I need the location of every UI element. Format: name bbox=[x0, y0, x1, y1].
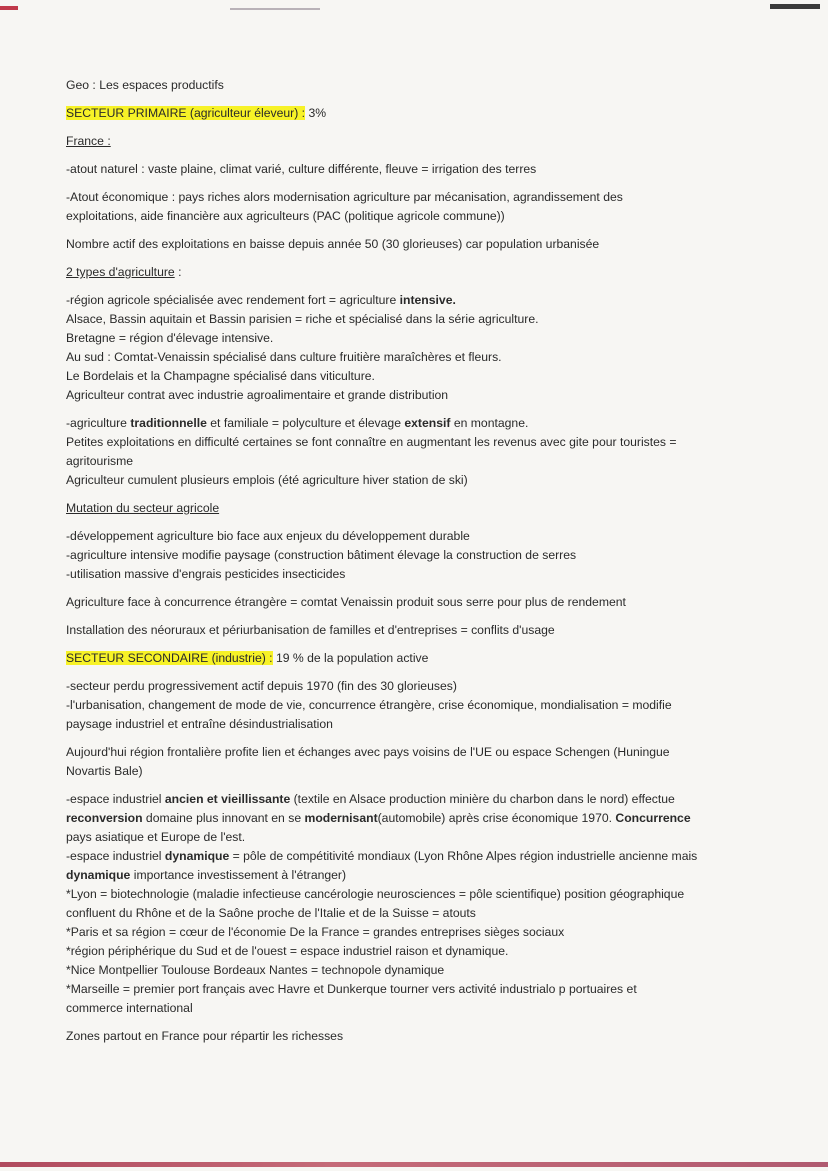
france-subheading: France : bbox=[66, 134, 111, 148]
text-line: -agriculture traditionnelle et familiale = polyculture et élevage extensif en montagne. bbox=[66, 416, 529, 430]
text-line: Nombre actif des exploitations en baisse depuis année 50 (30 glorieuses) car population urbanisée bbox=[66, 237, 600, 251]
text-line: Agriculteur contrat avec industrie agroalimentaire et grande distribution bbox=[66, 388, 449, 402]
scan-edge-mark bbox=[0, 6, 18, 10]
text-line: -secteur perdu progressivement actif depuis 1970 (fin des 30 glorieuses) bbox=[66, 679, 457, 693]
text-line: commerce international bbox=[66, 1001, 193, 1015]
text-line: -agriculture intensive modifie paysage (construction bâtiment élevage la construction de serres bbox=[66, 548, 577, 562]
text-line: -atout naturel : vaste plaine, climat varié, culture différente, fleuve = irrigation des terres bbox=[66, 162, 537, 176]
document-title: Geo : Les espaces productifs bbox=[66, 78, 224, 92]
document-page bbox=[66, 76, 766, 1046]
text-line: -espace industriel dynamique = pôle de compétitivité mondiaux (Lyon Rhône Alpes région industrielle ancienne mais bbox=[66, 849, 698, 863]
text-line: -espace industriel ancien et vieillissante (textile en Alsace production minière du charbon dans le nord) effectue bbox=[66, 792, 675, 806]
mutation-subheading: Mutation du secteur agricole bbox=[66, 501, 220, 515]
text-line: Installation des néoruraux et périurbanisation de familles et d'entreprises = conflits d'usage bbox=[66, 623, 555, 637]
text-line: agritourisme bbox=[66, 454, 134, 468]
secondary-sector-value: 19 % de la population active bbox=[272, 651, 429, 665]
text-line: *Nice Montpellier Toulouse Bordeaux Nantes = technopole dynamique bbox=[66, 963, 445, 977]
scan-edge-mark bbox=[230, 8, 320, 10]
primary-sector-label: SECTEUR PRIMAIRE (agriculteur éleveur) : bbox=[66, 106, 306, 120]
text-line: paysage industriel et entraîne désindustrialisation bbox=[66, 717, 333, 731]
text-line: dynamique importance investissement à l'étranger) bbox=[66, 868, 347, 882]
text-line: *Paris et sa région = cœur de l'économie De la France = grandes entreprises sièges sociaux bbox=[66, 925, 565, 939]
text-line: reconversion domaine plus innovant en se modernisant(automobile) après crise économique 1970. Concurrence bbox=[66, 811, 691, 825]
text-line: Agriculteur cumulent plusieurs emplois (été agriculture hiver station de ski) bbox=[66, 473, 468, 487]
text-line: *Lyon = biotechnologie (maladie infectieuse cancérologie neurosciences = pôle scientifique) position géographique bbox=[66, 887, 685, 901]
text-line: Le Bordelais et la Champagne spécialisé dans viticulture. bbox=[66, 369, 375, 383]
types-subheading: 2 types d'agriculture : bbox=[66, 265, 182, 279]
text-line: Zones partout en France pour répartir les richesses bbox=[66, 1029, 344, 1043]
text-line: -région agricole spécialisée avec rendement fort = agriculture intensive. bbox=[66, 293, 456, 307]
text-line: Alsace, Bassin aquitain et Bassin parisien = riche et spécialisé dans la série agriculture. bbox=[66, 312, 539, 326]
secondary-sector-heading bbox=[66, 649, 766, 668]
text-line: Aujourd'hui région frontalière profite lien et échanges avec pays voisins de l'UE ou espace Schengen (Huningue bbox=[66, 745, 670, 759]
primary-sector-value: 3% bbox=[305, 106, 327, 120]
primary-sector-heading bbox=[66, 104, 766, 123]
text-line: -développement agriculture bio face aux enjeux du développement durable bbox=[66, 529, 470, 543]
text-line: Novartis Bale) bbox=[66, 764, 143, 778]
text-line: *région périphérique du Sud et de l'ouest = espace industriel raison et dynamique. bbox=[66, 944, 509, 958]
text-line: pays asiatique et Europe de l'est. bbox=[66, 830, 246, 844]
text-line: *Marseille = premier port français avec Havre et Dunkerque tourner vers activité industrialo p portuaires et bbox=[66, 982, 637, 996]
secondary-sector-label: SECTEUR SECONDAIRE (industrie) : bbox=[66, 651, 273, 665]
text-line: confluent du Rhône et de la Saône proche de l'Italie et de la Suisse = atouts bbox=[66, 906, 476, 920]
text-line: -utilisation massive d'engrais pesticides insecticides bbox=[66, 567, 346, 581]
text-line: -Atout économique : pays riches alors modernisation agriculture par mécanisation, agrandissement des bbox=[66, 190, 623, 204]
text-line: Petites exploitations en difficulté certaines se font connaître en augmentant les revenus avec gite pour touristes = bbox=[66, 435, 677, 449]
text-line: Bretagne = région d'élevage intensive. bbox=[66, 331, 274, 345]
scan-edge-mark bbox=[0, 1162, 828, 1167]
scan-edge-mark bbox=[770, 4, 820, 9]
text-line: -l'urbanisation, changement de mode de vie, concurrence étrangère, crise économique, mondialisation = modifie bbox=[66, 698, 672, 712]
text-line: Au sud : Comtat-Venaissin spécialisé dans culture fruitière maraîchères et fleurs. bbox=[66, 350, 502, 364]
text-line: exploitations, aide financière aux agriculteurs (PAC (politique agricole commune)) bbox=[66, 209, 505, 223]
text-line: Agriculture face à concurrence étrangère = comtat Venaissin produit sous serre pour plus de rendement bbox=[66, 595, 626, 609]
